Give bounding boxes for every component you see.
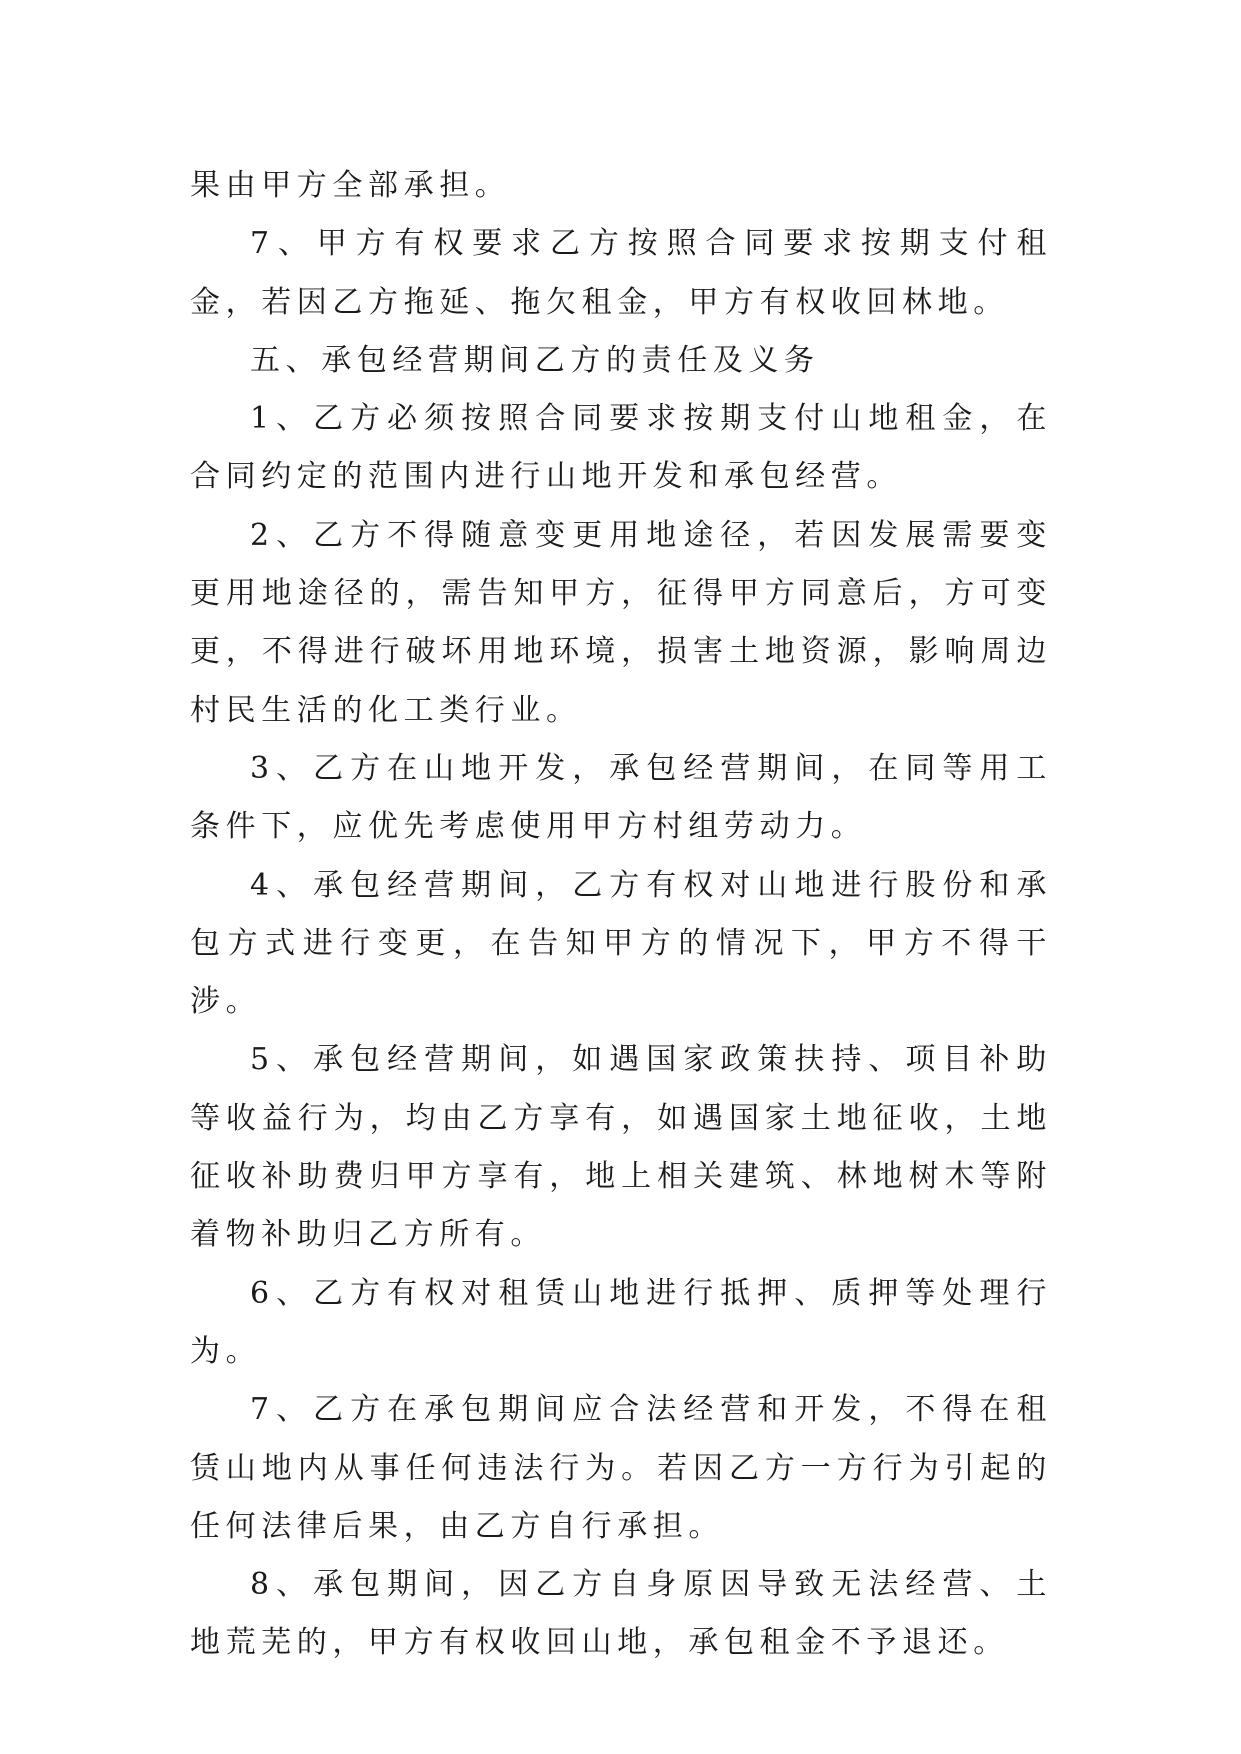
document-body [190,157,1052,1673]
paragraph-clause-5-4: 4、承包经营期间，乙方有权对山地进行股份和承包方式进行变更，在告知甲方的情况下，甲方不得干涉。 [190,867,1052,1020]
paragraph-clause-4-7: 7、甲方有权要求乙方按照合同要求按期支付租金，若因乙方拖延、拖欠租金，甲方有权收回林地。 [190,226,1052,320]
paragraph-clause-5-3: 3、乙方在山地开发，承包经营期间，在同等用工条件下，应优先考虑使用甲方村组劳动力。 [190,750,1052,845]
section-heading-5: 五、承包经营期间乙方的责任及义务 [250,342,820,378]
paragraph-clause-5-5: 5、承包经营期间，如遇国家政策扶持、项目补助等收益行为，均由乙方享有，如遇国家土地征收，土地征收补助费归甲方享有，地上相关建筑、林地树木等附着物补助归乙方所有。 [190,1042,1052,1253]
paragraph-clause-5-6: 6、乙方有权对租赁山地进行抵押、质押等处理行为。 [190,1275,1052,1369]
paragraph-continuation: 果由甲方全部承担。 [190,168,511,203]
paragraph-clause-5-2: 2、乙方不得随意变更用地途径，若因发展需要变更用地途径的，需告知甲方，征得甲方同意后，方可变更，不得进行破坏用地环境，损害土地资源，影响周边村民生活的化工类行业。 [190,517,1052,728]
paragraph-clause-5-1: 1、乙方必须按照合同要求按期支付山地租金，在合同约定的范围内进行山地开发和承包经营。 [190,401,1052,495]
paragraph-clause-5-7: 7、乙方在承包期间应合法经营和开发，不得在租赁山地内从事任何违法行为。若因乙方一方行为引起的任何法律后果，由乙方自行承担。 [190,1392,1052,1544]
paragraph-clause-5-8: 8、承包期间，因乙方自身原因导致无法经营、土地荒芜的，甲方有权收回山地，承包租金不予退还。 [190,1567,1052,1661]
